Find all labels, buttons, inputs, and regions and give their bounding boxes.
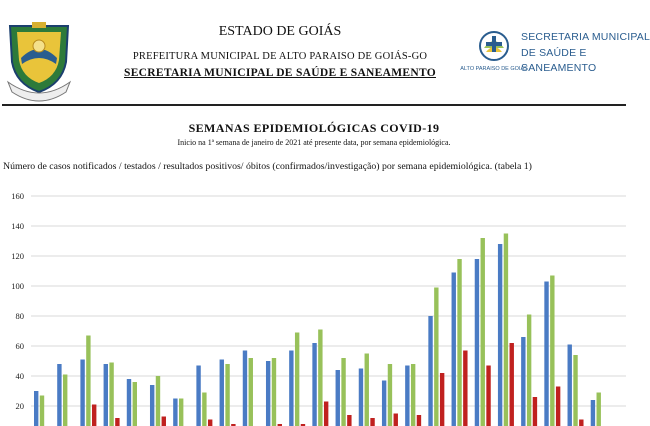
bar-series-3 — [162, 417, 166, 426]
bar-series-3 — [463, 351, 467, 426]
bar-series-1 — [312, 343, 316, 426]
bar-series-2 — [597, 393, 601, 426]
report-subtitle: Inicio na 1ª semana de janeiro de 2021 até presente data, por semana epidemiológica. — [177, 138, 451, 147]
bar-series-2 — [86, 336, 90, 426]
bar-series-3 — [370, 418, 374, 426]
logo-text-line-1: SECRETARIA MUNICIPAL — [521, 31, 650, 43]
bar-series-1 — [243, 351, 247, 426]
y-tick-label: 140 — [11, 221, 24, 231]
bar-series-1 — [428, 316, 432, 426]
bar-series-2 — [272, 358, 276, 426]
bar-series-2 — [434, 288, 438, 426]
bar-series-1 — [405, 366, 409, 426]
bar-series-1 — [196, 366, 200, 426]
bar-series-2 — [249, 358, 253, 426]
bar-series-2 — [109, 363, 113, 426]
prefecture-name: PREFEITURA MUNICIPAL DE ALTO PARAISO DE GOIÁS-GO — [132, 51, 428, 62]
bar-series-1 — [220, 360, 224, 426]
bar-series-1 — [80, 360, 84, 426]
bar-series-3 — [394, 414, 398, 426]
health-secretariat-logo-icon — [460, 28, 528, 86]
y-axis-ticks — [11, 191, 24, 411]
bar-series-3 — [417, 415, 421, 426]
bar-series-3 — [115, 418, 119, 426]
bar-series-2 — [179, 399, 183, 426]
report-title: SEMANAS EPIDEMIOLÓGICAS COVID-19 — [188, 121, 440, 135]
logo-text-line-3: SANEAMENTO — [521, 62, 597, 74]
y-tick-label: 60 — [15, 341, 24, 351]
bar-series-2 — [481, 238, 485, 426]
bar-series-1 — [127, 379, 131, 426]
bar-series-3 — [579, 420, 583, 426]
bar-series-1 — [266, 361, 270, 426]
bar-series-3 — [92, 405, 96, 426]
bar-series-3 — [440, 373, 444, 426]
bar-series-1 — [544, 282, 548, 426]
gridlines — [31, 196, 626, 406]
bar-series-1 — [104, 364, 108, 426]
bar-series-2 — [63, 375, 67, 426]
bar-series-2 — [202, 393, 206, 426]
bar-series-3 — [533, 397, 537, 426]
bar-series-3 — [486, 366, 490, 426]
logo-text-line-2: DE SAÚDE E — [521, 46, 587, 59]
weekly-cases-bar-chart — [0, 186, 640, 426]
bar-series-2 — [133, 382, 137, 426]
state-name: ESTADO DE GOIÁS — [218, 24, 342, 39]
bar-series-2 — [295, 333, 299, 426]
bar-series-2 — [318, 330, 322, 426]
bar-series-3 — [510, 343, 514, 426]
bar-series-1 — [359, 369, 363, 426]
bar-series-1 — [289, 351, 293, 426]
bar-series-2 — [457, 259, 461, 426]
logo-small-text: ALTO PARAISO DE GOIÁS — [460, 66, 528, 72]
y-tick-label: 20 — [15, 401, 24, 411]
bar-series-1 — [498, 244, 502, 426]
bar-series-2 — [156, 376, 160, 426]
header-divider — [2, 104, 626, 106]
bar-series-2 — [573, 355, 577, 426]
chart-description: Número de casos notificados / testados / resultados positivos/ óbitos (confirmados/investigação) por semana epidemiológica. (tabela 1) — [3, 161, 532, 172]
bar-series-1 — [568, 345, 572, 426]
bar-series-1 — [173, 399, 177, 426]
bar-series-2 — [365, 354, 369, 426]
y-tick-label: 80 — [15, 311, 24, 321]
secretariat-name: SECRETARIA MUNICIPAL DE SAÚDE E SANEAMENTO — [124, 67, 436, 79]
bar-series-1 — [150, 385, 154, 426]
bar-series-2 — [527, 315, 531, 426]
bar-series-1 — [521, 337, 525, 426]
bar-series-2 — [504, 234, 508, 426]
health-secretariat-logo-text — [521, 30, 650, 77]
y-tick-label: 120 — [11, 251, 24, 261]
bar-series-2 — [411, 364, 415, 426]
bar-series-2 — [225, 364, 229, 426]
y-tick-label: 100 — [11, 281, 24, 291]
bar-series-3 — [208, 420, 212, 426]
bar-series-1 — [34, 391, 38, 426]
bar-series-1 — [57, 364, 61, 426]
bar-series-1 — [452, 273, 456, 426]
bars — [34, 234, 607, 426]
bar-series-2 — [341, 358, 345, 426]
bar-series-2 — [40, 396, 44, 426]
bar-series-3 — [347, 415, 351, 426]
bar-series-1 — [591, 400, 595, 426]
bar-series-3 — [556, 387, 560, 426]
bar-series-3 — [324, 402, 328, 426]
bar-series-1 — [475, 259, 479, 426]
y-tick-label: 40 — [15, 371, 24, 381]
y-tick-label: 160 — [11, 191, 24, 201]
bar-series-2 — [550, 276, 554, 426]
bar-series-1 — [382, 381, 386, 426]
bar-series-2 — [388, 364, 392, 426]
bar-series-1 — [336, 370, 340, 426]
